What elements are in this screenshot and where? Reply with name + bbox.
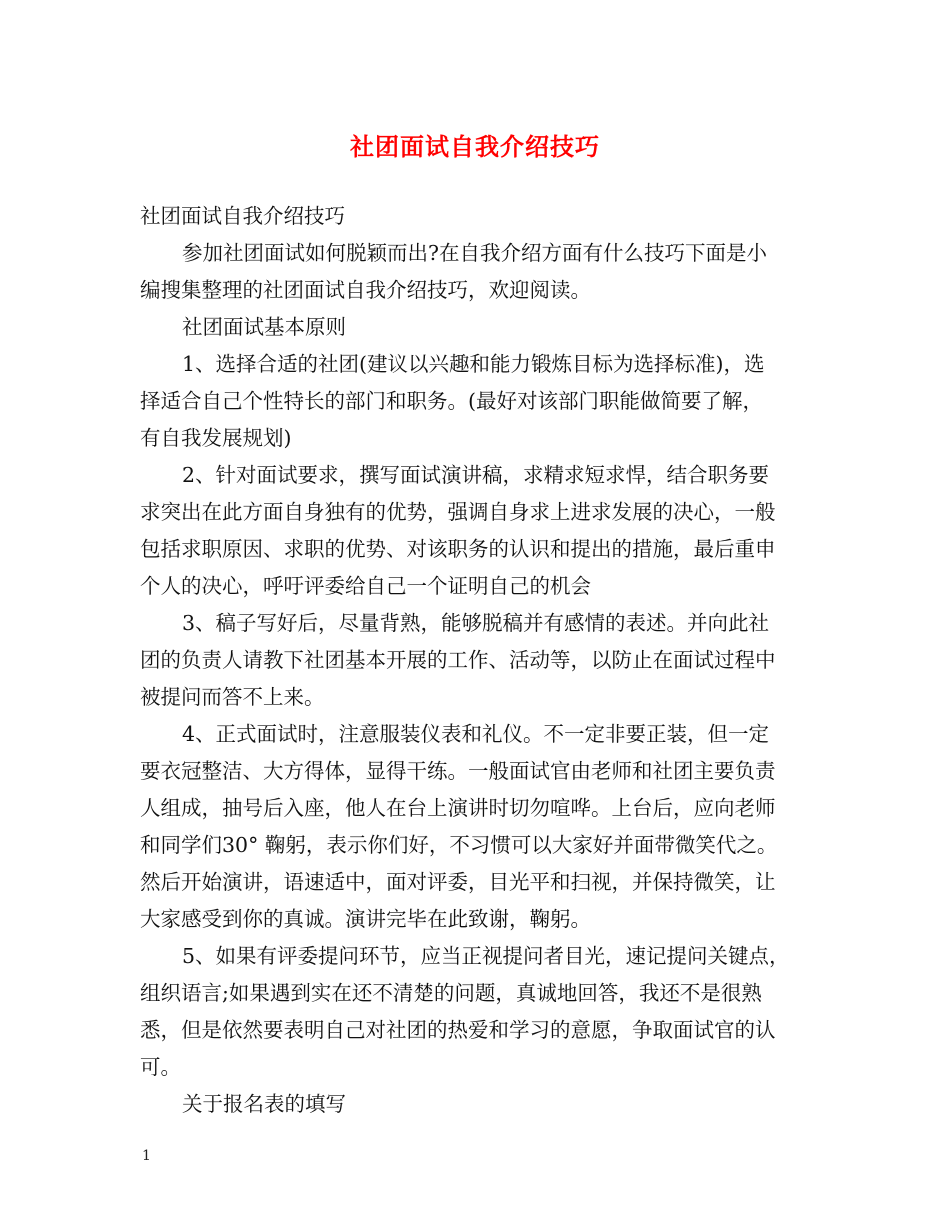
document-title: 社团面试自我介绍技巧 [350,132,600,161]
text-line: 关于报名表的填写 [182,1092,346,1116]
text-line: 社团面试自我介绍技巧 [140,204,345,228]
text-line: 悉，但是依然要表明自己对社团的热爱和学习的意愿，争取面试官的认 [140,1018,776,1042]
text-line: 要衣冠整洁、大方得体，显得干练。一般面试官由老师和社团主要负责 [140,759,776,783]
text-line: 团的负责人请教下社团基本开展的工作、活动等，以防止在面试过程中 [140,648,776,672]
page-number: 1 [142,1148,151,1164]
text-line: 2、针对面试要求，撰写面试演讲稿，求精求短求悍，结合职务要 [182,463,770,487]
text-line: 组织语言;如果遇到实在还不清楚的问题，真诚地回答，我还不是很熟 [140,981,762,1005]
text-line: 可。 [140,1055,181,1079]
text-line: 1、选择合适的社团(建议以兴趣和能力锻炼目标为选择标准)，选 [182,352,765,376]
text-line: 和同学们30° 鞠躬，表示你们好，不习惯可以大家好并面带微笑代之。 [140,833,778,857]
text-line: 5、如果有评委提问环节，应当正视提问者目光，速记提问关键点， [182,944,790,968]
text-line: 人组成，抽号后入座，他人在台上演讲时切勿喧哗。上台后，应向老师 [140,796,776,820]
text-line: 3、稿子写好后，尽量背熟，能够脱稿并有感情的表述。并向此社 [182,611,770,635]
text-line: 择适合自己个性特长的部门和职务。(最好对该部门职能做简要了解， [140,389,763,413]
text-line: 然后开始演讲，语速适中，面对评委，目光平和扫视，并保持微笑，让 [140,870,776,894]
text-line: 有自我发展规划) [140,426,292,450]
text-line: 4、正式面试时，注意服装仪表和礼仪。不一定非要正装，但一定 [182,722,770,746]
text-line: 参加社团面试如何脱颖而出?在自我介绍方面有什么技巧下面是小 [182,241,767,265]
text-line: 包括求职原因、求职的优势、对该职务的认识和提出的措施，最后重申 [140,537,776,561]
text-line: 社团面试基本原则 [182,315,346,339]
text-line: 被提问而答不上来。 [140,685,325,709]
text-line: 大家感受到你的真诚。演讲完毕在此致谢，鞠躬。 [140,907,591,931]
text-line: 编搜集整理的社团面试自我介绍技巧，欢迎阅读。 [140,278,591,302]
text-line: 求突出在此方面自身独有的优势，强调自身求上进求发展的决心，一般 [140,500,776,524]
text-line: 个人的决心，呼吁评委给自己一个证明自己的机会 [140,574,591,598]
document-body [140,198,812,1123]
